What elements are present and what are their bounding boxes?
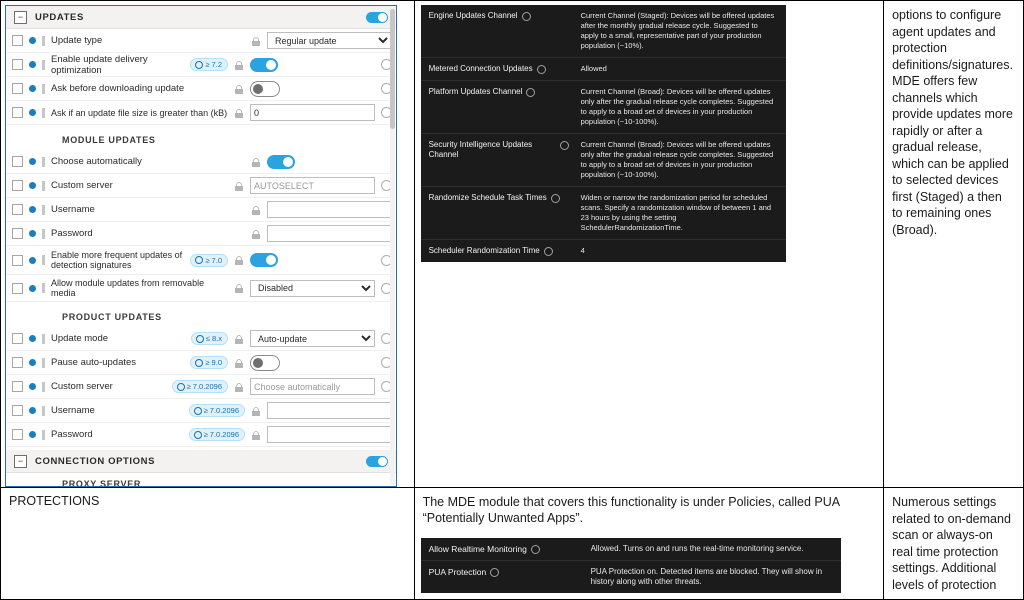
panel-scrollbar-thumb[interactable] bbox=[390, 9, 395, 129]
setting-label: Metered Connection Updates bbox=[428, 64, 533, 73]
password-product-input[interactable] bbox=[267, 426, 392, 443]
table-row bbox=[421, 81, 786, 134]
toggle-wrap bbox=[250, 253, 375, 267]
subhead-proxy-server: PROXY SERVER bbox=[62, 479, 142, 487]
lock-icon[interactable] bbox=[234, 108, 244, 118]
pause-auto-updates-toggle[interactable] bbox=[250, 355, 280, 371]
info-icon[interactable] bbox=[490, 568, 499, 577]
version-badge bbox=[189, 404, 245, 417]
lock-icon[interactable] bbox=[234, 181, 244, 191]
badge-dot-icon bbox=[194, 431, 202, 439]
status-dot-icon bbox=[29, 109, 36, 116]
row-checkbox[interactable] bbox=[12, 283, 23, 294]
section-title: CONNECTION OPTIONS bbox=[35, 455, 156, 467]
row-checkbox[interactable] bbox=[12, 381, 23, 392]
mde-pua-description: The MDE module that covers this functionality is under Policies, called PUA “Potentially Unwanted Apps”. bbox=[422, 495, 840, 525]
row-more-frequent-updates[interactable] bbox=[6, 246, 396, 275]
drag-handle-icon[interactable] bbox=[42, 60, 45, 70]
username-product-input[interactable] bbox=[267, 402, 392, 419]
status-dot-icon bbox=[29, 182, 36, 189]
notes-text-protections: Numerous settings related to on-demand scan or always-on real time protection settings. Additional levels of protection bbox=[892, 495, 1011, 592]
setting-label: Engine Updates Channel bbox=[428, 11, 518, 20]
status-dot-icon bbox=[29, 257, 36, 264]
status-dot-icon bbox=[29, 431, 36, 438]
toggle-knob bbox=[253, 358, 263, 368]
row-checkbox[interactable] bbox=[12, 204, 23, 215]
lock-icon[interactable] bbox=[234, 382, 244, 392]
drag-handle-icon[interactable] bbox=[42, 36, 45, 46]
table-row bbox=[421, 134, 786, 187]
setting-name bbox=[421, 81, 575, 133]
table-row-protections bbox=[1, 488, 1024, 600]
toggle-wrap bbox=[250, 355, 375, 371]
info-icon[interactable] bbox=[526, 88, 535, 97]
info-icon[interactable] bbox=[560, 141, 569, 150]
setting-value: Current Channel (Broad): Devices will be offered updates only after the gradual release cycle completes. Suggested to apply to a broad set of devices in your production population (~10-100%). bbox=[580, 87, 774, 126]
setting-value: Current Channel (Staged): Devices will be offered updates after the monthly gradual release cycle. Suggested to apply to a small, representative part of your production population (~10%). bbox=[580, 11, 775, 50]
setting-value: Allowed bbox=[580, 64, 607, 73]
section-header-connection-options[interactable] bbox=[6, 450, 396, 473]
row-checkbox[interactable] bbox=[12, 156, 23, 167]
setting-name bbox=[421, 187, 575, 239]
drag-handle-icon[interactable] bbox=[42, 406, 45, 416]
table-row bbox=[421, 538, 841, 561]
status-dot-icon bbox=[29, 407, 36, 414]
row-label: Password bbox=[51, 228, 93, 239]
collapse-icon[interactable]: − bbox=[14, 11, 27, 24]
row-checkbox[interactable] bbox=[12, 405, 23, 416]
badge-dot-icon bbox=[177, 383, 185, 391]
toggle-knob bbox=[266, 255, 276, 265]
subhead-module-updates: MODULE UPDATES bbox=[62, 135, 156, 145]
status-dot-icon bbox=[29, 61, 36, 68]
lock-icon[interactable] bbox=[251, 430, 261, 440]
info-icon[interactable] bbox=[531, 545, 540, 554]
cell-intune-updates bbox=[1, 1, 415, 488]
info-icon[interactable] bbox=[544, 247, 553, 256]
drag-handle-icon[interactable] bbox=[42, 430, 45, 440]
mde-protections-table bbox=[421, 538, 841, 593]
badge-text: ≥ 7.0 bbox=[205, 255, 222, 265]
badge-text: ≥ 7.0.2096 bbox=[186, 382, 222, 391]
lock-icon[interactable] bbox=[251, 157, 261, 167]
badge-dot-icon bbox=[195, 359, 203, 367]
panel-scrollbar[interactable] bbox=[390, 7, 395, 485]
row-enable-update-delivery-optimization[interactable] bbox=[6, 53, 396, 77]
row-label: Username bbox=[51, 204, 95, 215]
info-icon[interactable] bbox=[522, 12, 531, 21]
badge-dot-icon bbox=[195, 256, 203, 264]
table-row bbox=[421, 187, 786, 240]
drag-handle-icon[interactable] bbox=[42, 334, 45, 344]
row-update-type[interactable] bbox=[6, 29, 396, 53]
drag-handle-icon[interactable] bbox=[42, 84, 45, 94]
setting-value: Current Channel (Broad): Devices will be offered updates only after the gradual release cycle completes. Suggested to apply to a broad set of devices in your production population (~10-100%). bbox=[580, 140, 774, 179]
row-update-mode[interactable] bbox=[6, 327, 396, 351]
row-label: Pause auto-updates bbox=[51, 357, 137, 368]
setting-label: Scheduler Randomization Time bbox=[428, 246, 540, 255]
drag-handle-icon[interactable] bbox=[42, 181, 45, 191]
row-label: Custom server bbox=[51, 180, 113, 191]
badge-text: ≥ 7.2 bbox=[205, 60, 222, 69]
status-dot-icon bbox=[29, 285, 36, 292]
toggle-wrap bbox=[267, 155, 392, 169]
update-mode-select[interactable] bbox=[250, 330, 375, 347]
status-dot-icon bbox=[29, 383, 36, 390]
row-username-product[interactable] bbox=[6, 399, 396, 423]
password-module-input[interactable] bbox=[267, 225, 392, 242]
drag-handle-icon[interactable] bbox=[42, 255, 45, 265]
toggle-wrap bbox=[250, 81, 375, 97]
setting-name bbox=[421, 561, 585, 593]
custom-server-module-input[interactable] bbox=[250, 177, 375, 194]
drag-handle-icon[interactable] bbox=[42, 283, 45, 293]
setting-label: Randomize Schedule Task Times bbox=[428, 193, 547, 202]
cell-notes-updates bbox=[884, 1, 1024, 488]
row-custom-server-module[interactable] bbox=[6, 174, 396, 198]
cell-mde-protections bbox=[414, 488, 884, 600]
lock-icon[interactable] bbox=[234, 334, 244, 344]
row-label: Update mode bbox=[51, 333, 109, 344]
badge-dot-icon bbox=[195, 61, 203, 69]
lock-icon[interactable] bbox=[234, 84, 244, 94]
row-custom-server-product[interactable] bbox=[6, 375, 396, 399]
row-label: Update type bbox=[51, 35, 103, 46]
drag-handle-icon[interactable] bbox=[42, 358, 45, 368]
cell-protections-label bbox=[1, 488, 415, 600]
setting-value: PUA Protection on. Detected items are blocked. They will show in history along with other threats. bbox=[590, 567, 823, 586]
row-checkbox[interactable] bbox=[12, 228, 23, 239]
setting-name bbox=[421, 240, 575, 262]
badge-text: ≥ 7.0.2096 bbox=[203, 430, 239, 439]
cell-notes-protections bbox=[884, 488, 1024, 600]
setting-label: Platform Updates Channel bbox=[428, 87, 523, 96]
drag-handle-icon[interactable] bbox=[42, 108, 45, 118]
row-password-module[interactable] bbox=[6, 222, 396, 246]
row-allow-module-updates-removable-media[interactable] bbox=[6, 275, 396, 302]
row-label: Ask if an update file size is greater than (kB) bbox=[51, 107, 228, 118]
removable-media-updates-select[interactable] bbox=[250, 280, 375, 297]
toggle-knob bbox=[253, 84, 263, 94]
status-dot-icon bbox=[29, 37, 36, 44]
row-checkbox[interactable] bbox=[12, 107, 23, 118]
section-toggle[interactable] bbox=[366, 456, 388, 467]
row-username-module[interactable] bbox=[6, 198, 396, 222]
table-row bbox=[421, 240, 786, 262]
row-checkbox[interactable] bbox=[12, 357, 23, 368]
frequent-signature-updates-toggle[interactable] bbox=[250, 253, 278, 267]
version-badge bbox=[172, 380, 228, 393]
row-pause-auto-updates[interactable] bbox=[6, 351, 396, 375]
section-toggle[interactable] bbox=[366, 12, 388, 23]
lock-icon[interactable] bbox=[234, 60, 244, 70]
lock-icon[interactable] bbox=[251, 36, 261, 46]
status-dot-icon bbox=[29, 230, 36, 237]
row-ask-before-downloading-update[interactable] bbox=[6, 77, 396, 101]
update-file-size-input[interactable] bbox=[250, 104, 375, 121]
table-row bbox=[421, 5, 786, 58]
info-icon[interactable] bbox=[551, 194, 560, 203]
row-checkbox[interactable] bbox=[12, 59, 23, 70]
version-badge bbox=[190, 58, 228, 71]
lock-icon[interactable] bbox=[251, 406, 261, 416]
username-module-input[interactable] bbox=[267, 201, 392, 218]
row-checkbox[interactable] bbox=[12, 83, 23, 94]
toggle-knob bbox=[283, 157, 293, 167]
row-ask-if-update-file-size[interactable] bbox=[6, 101, 396, 125]
row-checkbox[interactable] bbox=[12, 333, 23, 344]
status-dot-icon bbox=[29, 206, 36, 213]
status-dot-icon bbox=[29, 359, 36, 366]
setting-name bbox=[421, 58, 575, 80]
choose-automatically-toggle[interactable] bbox=[267, 155, 295, 169]
setting-name bbox=[421, 5, 575, 57]
version-badge bbox=[190, 254, 228, 267]
cell-mde-updates bbox=[414, 1, 884, 488]
lock-icon[interactable] bbox=[251, 205, 261, 215]
row-label: Enable more frequent updates of detection signatures bbox=[51, 250, 183, 270]
setting-value: Allowed. Turns on and runs the real-time monitoring service. bbox=[590, 544, 804, 553]
version-badge bbox=[191, 332, 228, 345]
row-password-product[interactable] bbox=[6, 423, 396, 447]
status-dot-icon bbox=[29, 335, 36, 342]
lock-icon[interactable] bbox=[234, 255, 244, 265]
row-label: Password bbox=[51, 429, 93, 440]
row-checkbox[interactable] bbox=[12, 180, 23, 191]
lock-icon[interactable] bbox=[234, 283, 244, 293]
version-badge bbox=[190, 356, 228, 369]
custom-server-product-input[interactable] bbox=[250, 378, 375, 395]
collapse-icon[interactable]: − bbox=[14, 455, 27, 468]
status-dot-icon bbox=[29, 85, 36, 92]
row-checkbox[interactable] bbox=[12, 255, 23, 266]
table-row-updates bbox=[1, 1, 1024, 488]
row-label: Enable update delivery optimization bbox=[51, 53, 148, 76]
row-checkbox[interactable] bbox=[12, 35, 23, 46]
intune-settings-panel bbox=[5, 5, 397, 487]
section-header-updates[interactable] bbox=[6, 6, 396, 29]
setting-label: Allow Realtime Monitoring bbox=[428, 544, 527, 554]
badge-dot-icon bbox=[196, 335, 204, 343]
table-row bbox=[421, 58, 786, 81]
ask-before-download-toggle[interactable] bbox=[250, 81, 280, 97]
setting-value: Widen or narrow the randomization period for scheduled scans. Specify a randomization window of between 1 and 23 hours by using the setting SchedulerRandomizationTime. bbox=[580, 193, 772, 232]
version-badge bbox=[189, 428, 245, 441]
setting-label: PUA Protection bbox=[428, 567, 487, 577]
drag-handle-icon[interactable] bbox=[42, 229, 45, 239]
badge-text: ≥ 9.0 bbox=[205, 358, 222, 367]
setting-label: Security Intelligence Updates Channel bbox=[428, 140, 533, 159]
drag-handle-icon[interactable] bbox=[42, 157, 45, 167]
notes-text-updates: options to configure agent updates and protection definitions/signatures. MDE offers few channels which provide updates more rapidly or after a gradual release, which can be applied to selected devices first (Staged) a then to remaining ones (Broad). bbox=[892, 8, 1013, 237]
row-label: Custom server bbox=[51, 381, 113, 392]
row-label: Ask before downloading update bbox=[51, 83, 185, 94]
row-choose-automatically[interactable] bbox=[6, 150, 396, 174]
setting-name bbox=[421, 134, 575, 186]
setting-value: 4 bbox=[580, 246, 585, 255]
toggle-wrap bbox=[250, 58, 375, 72]
update-type-select[interactable] bbox=[267, 32, 392, 49]
badge-dot-icon bbox=[194, 407, 202, 415]
row-label: Choose automatically bbox=[51, 156, 142, 167]
mde-updates-table bbox=[421, 5, 786, 262]
table-row bbox=[421, 561, 841, 593]
subhead-product-updates: PRODUCT UPDATES bbox=[62, 312, 162, 322]
setting-name bbox=[421, 538, 585, 560]
section-title: UPDATES bbox=[35, 11, 84, 23]
row-label: Username bbox=[51, 405, 95, 416]
status-dot-icon bbox=[29, 158, 36, 165]
section-label-protections: PROTECTIONS bbox=[9, 494, 100, 508]
toggle-knob bbox=[266, 60, 276, 70]
delivery-optimization-toggle[interactable] bbox=[250, 58, 278, 72]
lock-icon[interactable] bbox=[251, 229, 261, 239]
badge-text: ≥ 7.0.2096 bbox=[203, 406, 239, 415]
badge-text: ≤ 8.x bbox=[205, 334, 222, 343]
info-icon[interactable] bbox=[537, 65, 546, 74]
row-label: Allow module updates from removable media bbox=[51, 278, 205, 298]
drag-handle-icon[interactable] bbox=[42, 382, 45, 392]
lock-icon[interactable] bbox=[234, 358, 244, 368]
drag-handle-icon[interactable] bbox=[42, 205, 45, 215]
row-checkbox[interactable] bbox=[12, 429, 23, 440]
